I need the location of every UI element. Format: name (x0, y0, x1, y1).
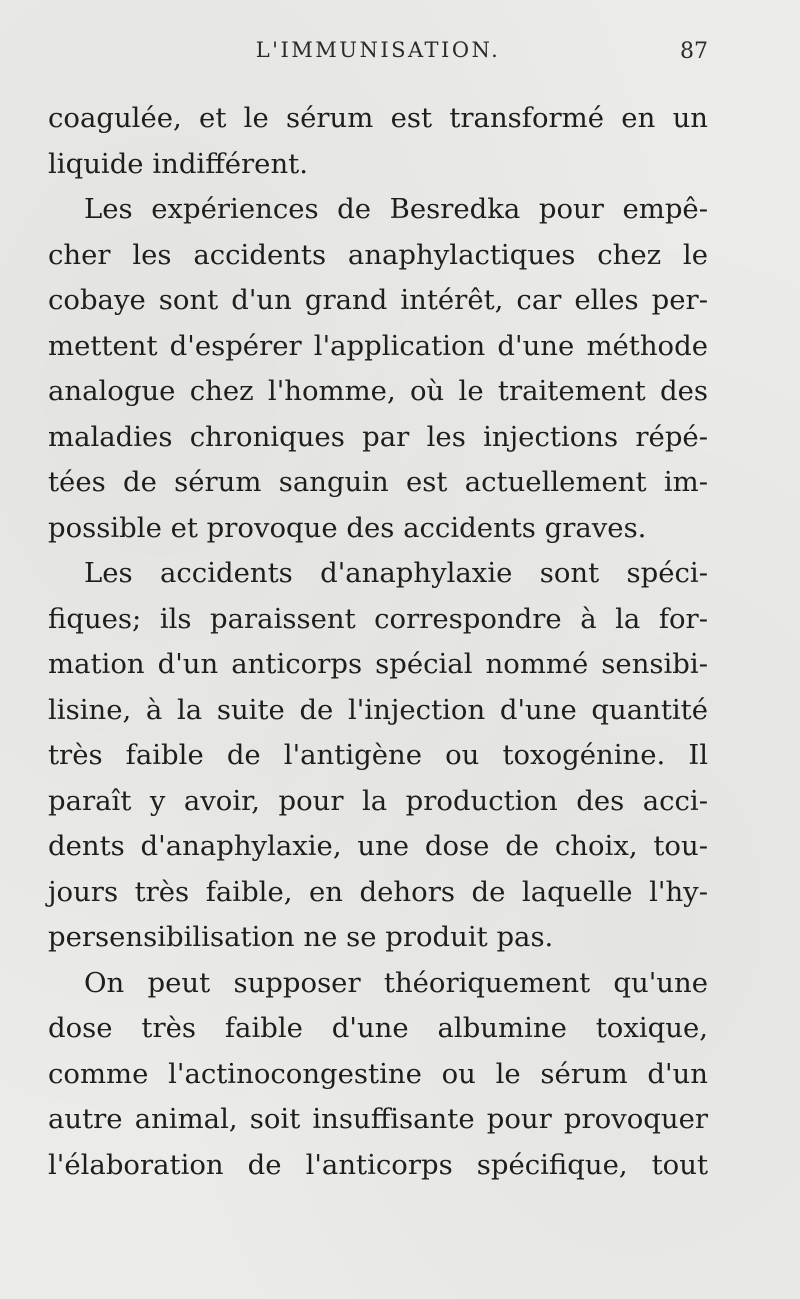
text-line: cobaye sont d'un grand intérêt, car elles per- (48, 284, 708, 316)
text-line: l'élaboration de l'anticorps spécifique, tout (48, 1148, 708, 1181)
text-line: lisine, à la suite de l'injection d'une quantité (48, 693, 708, 726)
text-line: très faible de l'antigène ou toxogénine. Il (48, 739, 708, 771)
text-line: mation d'un anticorps spécial nommé sensibi- (48, 648, 708, 680)
text-line: paraît y avoir, pour la production des acci- (48, 784, 708, 817)
text-line: jours très faible, en dehors de laquelle l'hy- (48, 875, 708, 908)
text-line: persensibilisation ne se produit pas. (48, 921, 554, 953)
text-line: On peut supposer théoriquement qu'une (84, 966, 708, 999)
text-line: fiques; ils paraissent correspondre à la for- (48, 602, 708, 635)
text-line: analogue chez l'homme, où le traitement des (48, 375, 708, 407)
text-line: Les expériences de Besredka pour empê- (84, 193, 708, 225)
text-line: maladies chroniques par les injections répé- (48, 420, 708, 453)
text-line: mettent d'espérer l'application d'une méthode (48, 329, 708, 362)
text-line: coagulée, et le sérum est transformé en un (48, 102, 708, 134)
running-head (48, 38, 708, 70)
text-line: cher les accidents anaphylactiques chez le (48, 238, 708, 271)
text-line: tées de sérum sanguin est actuellement im- (48, 466, 708, 498)
body-text (48, 96, 708, 1188)
text-line: comme l'actinocongestine ou le sérum d'un (48, 1057, 708, 1090)
page-number: 87 (680, 39, 708, 64)
text-line: dose très faible d'une albumine toxique, (48, 1012, 708, 1044)
text-line: Les accidents d'anaphylaxie sont spéci- (84, 557, 708, 589)
text-line: liquide indifférent. (48, 147, 308, 180)
text-line: dents d'anaphylaxie, une dose de choix, tou- (48, 830, 708, 862)
text-line: autre animal, soit insuffisante pour provoquer (48, 1103, 708, 1135)
running-title: L'IMMUNISATION. (255, 38, 501, 62)
text-line: possible et provoque des accidents graves. (48, 511, 647, 544)
